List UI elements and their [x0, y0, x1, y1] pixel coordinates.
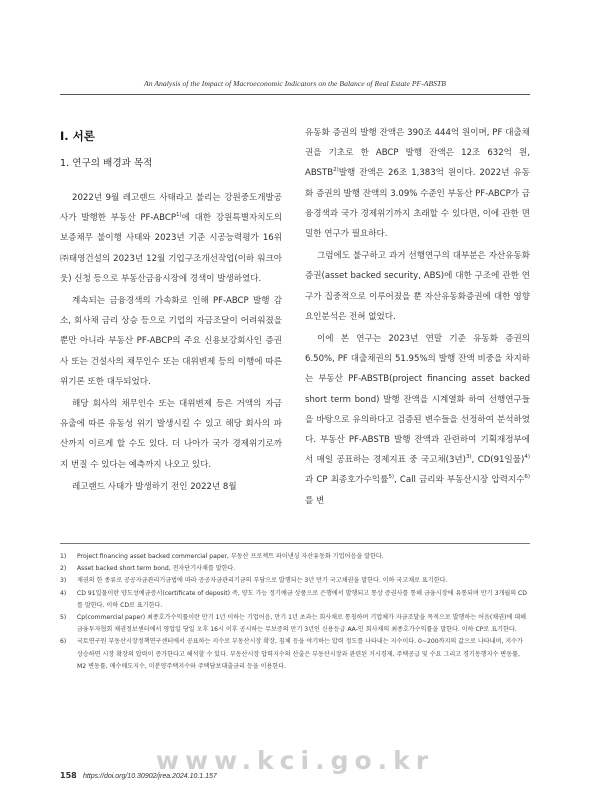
- footnote-text: Asset backed short term bond, 전자단기사채를 말한다.: [77, 565, 236, 573]
- paragraph-6: 이에 본 연구는 2023년 연말 기준 유동화 증권의 6.50%, PF 대출채권의 51.95%의 발행 잔액 비중을 차지하는 부동산 PF-ABSTB(project financing asset backed short term bond) 발행 잔액을 시계열화 하여 선행연구들을 바탕으로 유의하다고 검증된 변수들을 선정하여 분석하였다. 부동산 PF-ABSTB 발행 잔액과 관련하여 기획재정부에서 매일 공표하는 경제지표 중 국고채(3년)$^{3)}$, CD(91일물)$^{4)}$과 CP 최종호가수익률$^{5)}$, Call 금리와 부동산시장 압력지수$^{6)}$를 변: [305, 334, 530, 506]
- page-number: 158: [60, 771, 77, 780]
- paragraph-1: 2022년 9월 레고랜드 사태라고 불리는 강원중도개발공사가 발행한 부동산 PF-ABCP$^{1)}$에 대한 강원특별자치도의 보증채무 불이행 사태와 2023년 기준 시공능력평가 16위 ㈜태영건설의 2023년 12월 기업구조개선작업(이하 워크아웃) 신청 등으로 부동산금융시장에 경색이 발생하였다.: [60, 193, 282, 284]
- footnote-ref[interactable]: 1): [175, 212, 182, 219]
- footnote-text: Cp(commercial paper) 최종호가수익률이란 만기 1년 이하는 기업어음, 만기 1년 초과는 회사채로 통칭하며 기업체가 자금조달을 목적으로 발행하는 어음(채권)에 대해 금융투자협회 채권정보센터에서 영업일 당일 오후 16시 이후 공시하는 무보증의 만기 3년인 신용등급 AA-인 회사채의 최종호가수익률을 말한다. 이하 CP로 표기한다.: [77, 614, 527, 634]
- footnote-rule: [60, 543, 530, 544]
- page-footer: [60, 771, 217, 780]
- footnote-mark: 6): [60, 638, 67, 646]
- paragraph-2: 계속되는 금융경색의 가속화로 인해 PF-ABCP 발행 감소, 회사채 금리 상승 등으로 기업의 자금조달이 어려워졌을 뿐만 아니라 부동산 PF-ABCP의 주요 신용보강회사인 증권사 또는 건설사의 채무인수 또는 대위변제 등의 이행에 따른 위기론 또한 대두되었다.: [60, 296, 282, 387]
- left-column: [60, 123, 282, 499]
- running-header: An Analysis of the Impact of Macroeconomic Indicators on the Balance of Real Estate PF-ABSTB: [144, 79, 446, 88]
- paragraph-continued: 유동화 증권의 발행 잔액은 390조 444억 원이며, PF 대출채권을 기초로 한 ABCP 발행 잔액은 12조 632억 원, ABSTB$^{2)}$발행 잔액은 26조 1,383억 원이다. 2022년 유동화 증권의 발행 잔액의 3.09% 수준인 부동산 PF-ABCP가 금융경색과 국가 경제위기까지 초래할 수 있다면, 이에 관한 면밀한 연구가 필요하다.: [305, 128, 530, 240]
- right-column: [305, 123, 530, 513]
- subsection-title: 1. 연구의 배경과 목적: [60, 158, 153, 169]
- footnote-ref[interactable]: 5): [388, 474, 395, 481]
- header-rule: [60, 94, 530, 95]
- footnote-ref[interactable]: 6): [524, 474, 530, 481]
- footnote-mark: 4): [60, 589, 67, 597]
- section-title: Ⅰ. 서론: [60, 129, 95, 143]
- paragraph-5: 그럼에도 불구하고 과거 선행연구의 대부분은 자산유동화증권(asset backed security, ABS)에 대한 구조에 관한 연구가 집중적으로 이루어졌을 뿐 자산유동화증권에 대한 영향 요인분석은 전혀 없었다.: [305, 251, 530, 322]
- footnote-mark: 2): [60, 565, 67, 573]
- footnote-text: Project financing asset backed commercial paper, 부동산 프로젝트 파이낸싱 자산유동화 기업어음을 말한다.: [77, 553, 384, 560]
- footnote: [60, 588, 530, 612]
- footnote: [60, 636, 530, 673]
- paragraph-3: 해당 회사의 채무인수 또는 대위변제 등은 거액의 자금 유출에 따른 유동성 위기 발생시킬 수 있고 해당 회사의 파산까지 이르게 할 수도 있다. 더 나아가 국가 경제위기로까지 번질 수 있다는 예측까지 나오고 있다.: [60, 399, 282, 470]
- watermark: www.kci.go.kr: [155, 746, 435, 775]
- footnote: [60, 575, 530, 587]
- footnote: [60, 551, 530, 563]
- footnote-text: 재권의 한 종류로 공공자금관리기금법에 따라 공공자금관리기금의 부담으로 발행되는 3년 만기 국고채권을 말한다. 이하 국고채로 표기한다.: [77, 577, 448, 585]
- footnote: [60, 612, 530, 636]
- footnote-ref[interactable]: 3): [466, 454, 472, 461]
- footnote-text: 국토연구원 부동산시장정책연구센터에서 공표하는 지수로 부동산시장 확장, 침체 등을 야기하는 압력 정도를 나타내는 지수이다. 0~200까지의 값으로 나타내며, 지수가 상승하면 시장 확장의 압력이 증가한다고 해석할 수 있다. 부동산시장 압력지수의 산출은 부동산시장과 관련된 거시경제, 주택공급 및 수요 그리고 경기동행지수 변동률, M2 변동률, 매수매도지수, 미분양주택지수와 주택담보대출금리 등을 이용한다.: [77, 638, 523, 670]
- footnote-mark: 1): [60, 553, 67, 560]
- footnote-mark: 5): [60, 614, 67, 622]
- footnote-ref[interactable]: 4): [524, 454, 530, 461]
- footnotes: [60, 551, 530, 673]
- doi-link[interactable]: https://doi.org/10.30902/jrea.2024.10.1.157: [82, 773, 217, 780]
- paragraph-4: 레고랜드 사태가 발생하기 전인 2022년 8월: [72, 481, 237, 492]
- footnote-text: CD 91일물이란 양도성예금증서(certificate of deposit) 즉, 양도 가능 정기예금 상품으로 은행에서 발행되고 통상 증권사를 통해 금융시장에 유통되며 만기 3개월의 CD를 말한다. 이하 CD로 표기한다.: [77, 589, 527, 609]
- footnote-ref[interactable]: 2): [333, 167, 339, 174]
- footnote: [60, 563, 530, 575]
- footnote-mark: 3): [60, 577, 67, 585]
